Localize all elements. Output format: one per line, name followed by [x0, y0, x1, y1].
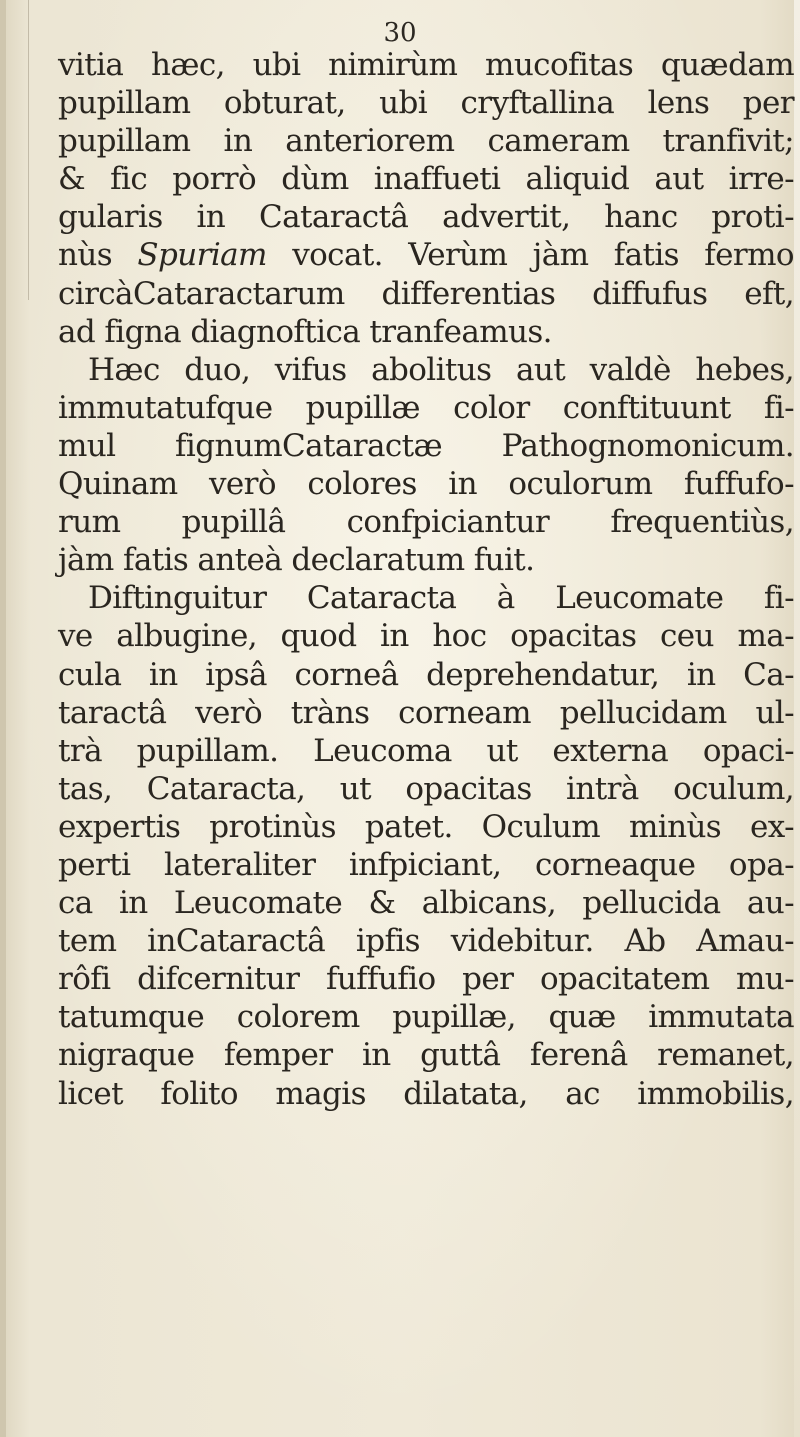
text-line: trà pupillam. Leucoma ut externa opaci- [58, 732, 794, 769]
body-text [58, 46, 794, 1113]
text-line: cula in ipsâ corneâ deprehendatur, in Ca- [58, 656, 794, 693]
text-line: ca in Leucomate & albicans, pellucida au- [58, 885, 794, 922]
text-line: ve albugine, quod in hoc opacitas ceu ma- [58, 618, 794, 655]
text-line: expertis protinùs patet. Oculum minùs ex- [58, 808, 794, 845]
text-line: nigraque femper in guttâ ferenâ remanet, [58, 1037, 794, 1074]
text-line: tas, Cataracta, ut opacitas intrà oculum, [58, 770, 794, 807]
page-right-edge [794, 0, 800, 1437]
text-line: tem inCataractâ ipfis videbitur. Ab Amau- [58, 923, 794, 960]
text-line: rum pupillâ confpiciantur frequentiùs, [58, 504, 794, 541]
text-line: ad figna diagnoftica tranfeamus. [58, 313, 552, 350]
text-line: pupillam obturat, ubi cryftallina lens per [58, 85, 794, 122]
text-line: Diftinguitur Cataracta à Leucomate fi- [88, 580, 794, 617]
page-number: 30 [383, 18, 417, 48]
text-line: jàm fatis anteà declaratum fuit. [58, 542, 535, 579]
text-line: pupillam in anteriorem cameram tranfivit; [58, 123, 794, 160]
text-line: gularis in Cataractâ advertit, hanc proti- [58, 199, 794, 236]
text-line: circàCataractarum differentias diffufus eft, [58, 275, 794, 312]
text-line: Quinam verò colores in oculorum fuffufo- [58, 466, 794, 503]
text-line: vitia hæc, ubi nimirùm mucofitas quædam [58, 47, 794, 83]
text-line: immutatufque pupillæ color conftituunt fi- [58, 389, 794, 426]
text-line: licet folito magis dilatata, ac immobilis, [58, 1075, 794, 1112]
text-line: nùs Spuriam vocat. Verùm jàm fatis fermo [58, 237, 794, 274]
text-line: taractâ verò tràns corneam pellucidam ul- [58, 694, 794, 731]
text-line: mul fignumCataractæ Pathognomonicum. [58, 427, 794, 464]
text-line: rôfi difcernitur fuffufio per opacitatem mu- [58, 961, 794, 998]
text-line: perti lateraliter infpiciant, corneaque opa- [58, 846, 794, 883]
page-gutter-line [28, 0, 29, 300]
text-line: & fic porrò dùm inaffueti aliquid aut irre- [58, 161, 794, 198]
page-left-edge [0, 0, 6, 1437]
text-line: tatumque colorem pupillæ, quæ immutata [58, 999, 794, 1036]
text-line: Hæc duo, vifus abolitus aut valdè hebes, [88, 351, 794, 388]
